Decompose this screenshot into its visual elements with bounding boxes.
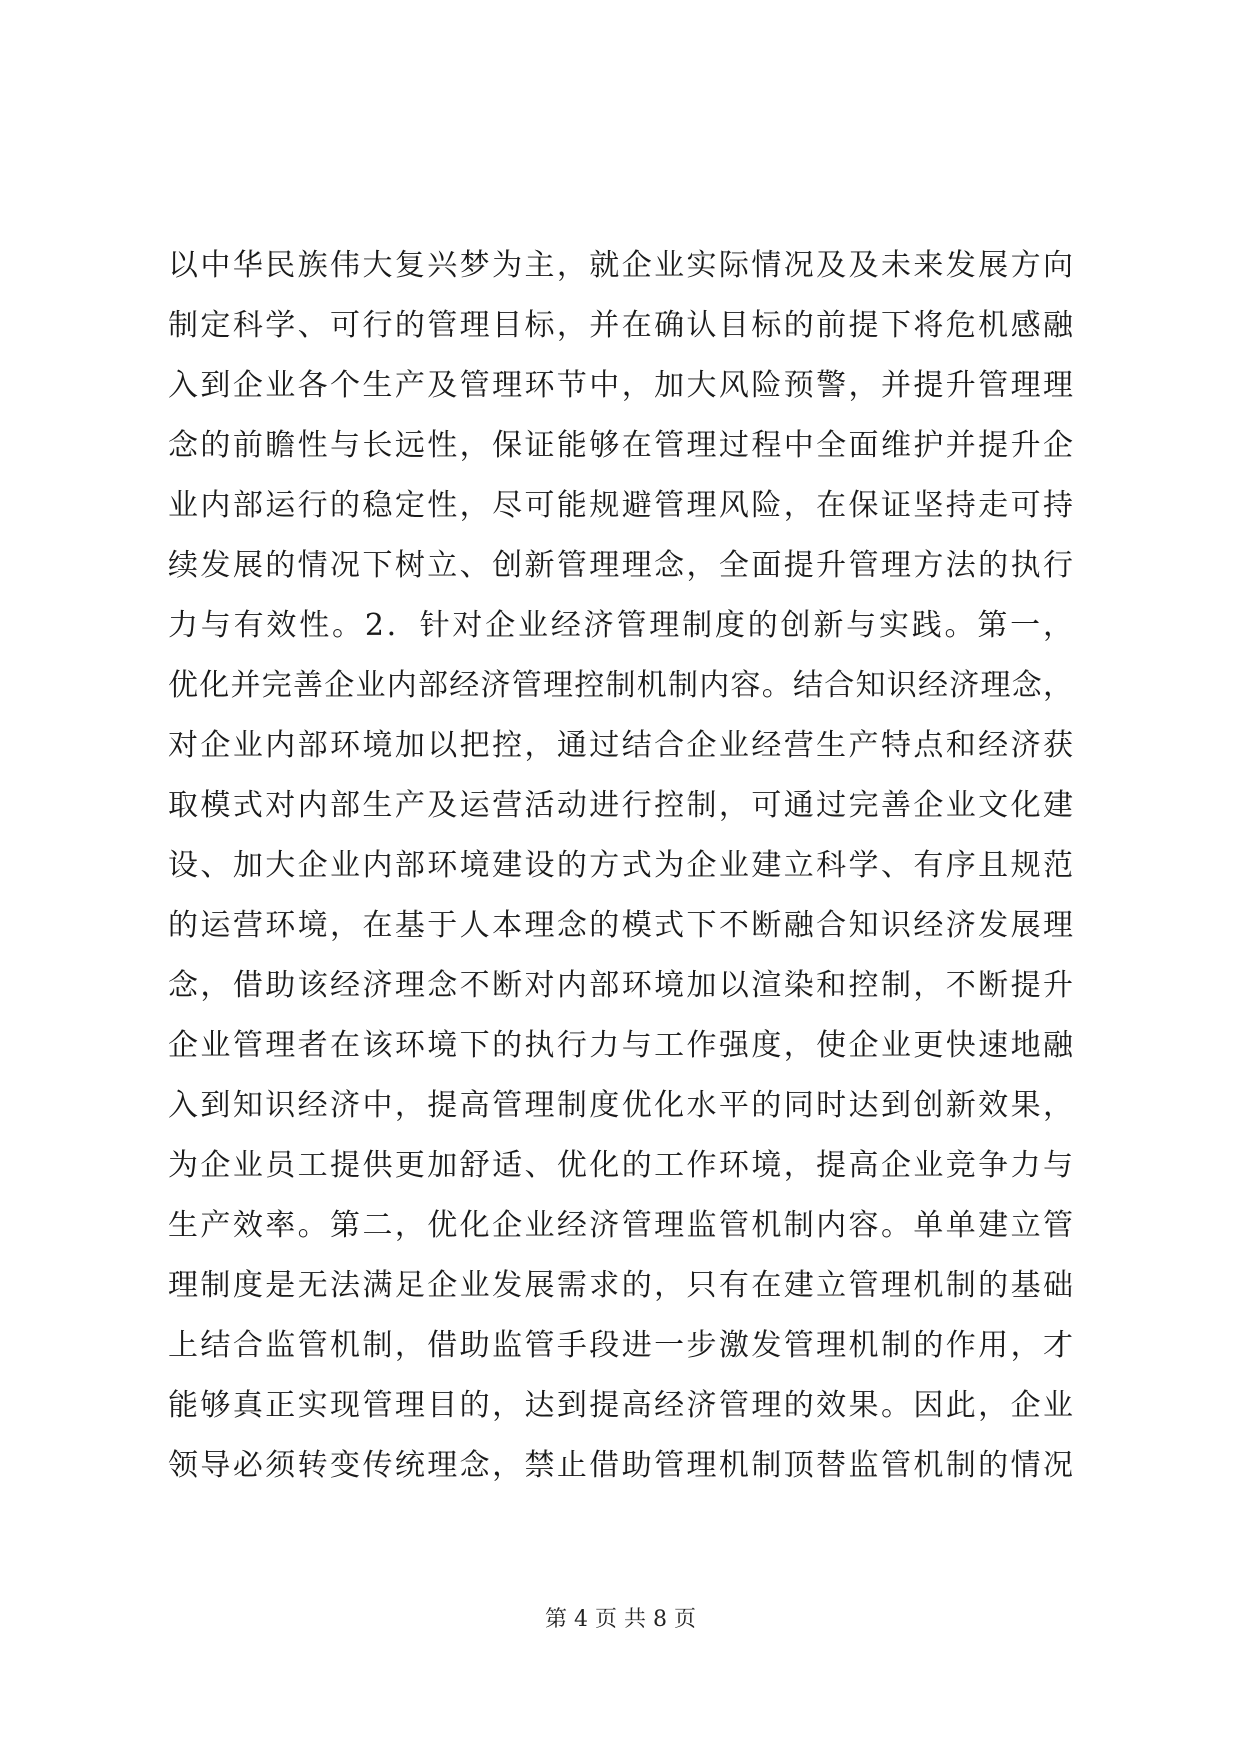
text-line: 为企业员工提供更加舒适、优化的工作环境，提高企业竞争力与 [168,1148,1073,1183]
text-line: 制定科学、可行的管理目标，并在确认目标的前提下将危机感融 [168,308,1073,343]
text-line: 设、加大企业内部环境建设的方式为企业建立科学、有序且规范 [168,848,1073,883]
text-line: 续发展的情况下树立、创新管理理念，全面提升管理方法的执行 [168,548,1073,583]
text-line: 业内部运行的稳定性，尽可能规避管理风险，在保证坚持走可持 [168,488,1073,523]
text-line: 企业管理者在该环境下的执行力与工作强度，使企业更快速地融 [168,1028,1073,1063]
text-line: 对企业内部环境加以把控，通过结合企业经营生产特点和经济获 [168,728,1073,763]
text-line: 上结合监管机制，借助监管手段进一步激发管理机制的作用，才 [168,1328,1073,1363]
text-line: 入到知识经济中，提高管理制度优化水平的同时达到创新效果， [168,1088,1073,1123]
text-line: 生产效率。第二，优化企业经济管理监管机制内容。单单建立管 [168,1208,1073,1243]
text-line: 念，借助该经济理念不断对内部环境加以渲染和控制，不断提升 [168,968,1073,1003]
text-line: 入到企业各个生产及管理环节中，加大风险预警，并提升管理理 [168,368,1073,403]
text-line: 以中华民族伟大复兴梦为主，就企业实际情况及及未来发展方向 [168,248,1073,283]
text-line: 力与有效性。2．针对企业经济管理制度的创新与实践。第一， [168,608,1073,643]
text-line: 优化并完善企业内部经济管理控制机制内容。结合知识经济理念， [168,668,1073,703]
text-line: 念的前瞻性与长远性，保证能够在管理过程中全面维护并提升企 [168,428,1073,463]
page-footer: 第 4 页 共 8 页 [545,1607,696,1632]
text-line: 的运营环境，在基于人本理念的模式下不断融合知识经济发展理 [168,908,1073,943]
text-line: 理制度是无法满足企业发展需求的，只有在建立管理机制的基础 [168,1268,1073,1303]
body-text [168,236,1073,1496]
text-line: 取模式对内部生产及运营活动进行控制，可通过完善企业文化建 [168,788,1073,823]
text-line: 领导必须转变传统理念，禁止借助管理机制顶替监管机制的情况 [168,1448,1073,1483]
text-line: 能够真正实现管理目的，达到提高经济管理的效果。因此，企业 [168,1388,1073,1423]
